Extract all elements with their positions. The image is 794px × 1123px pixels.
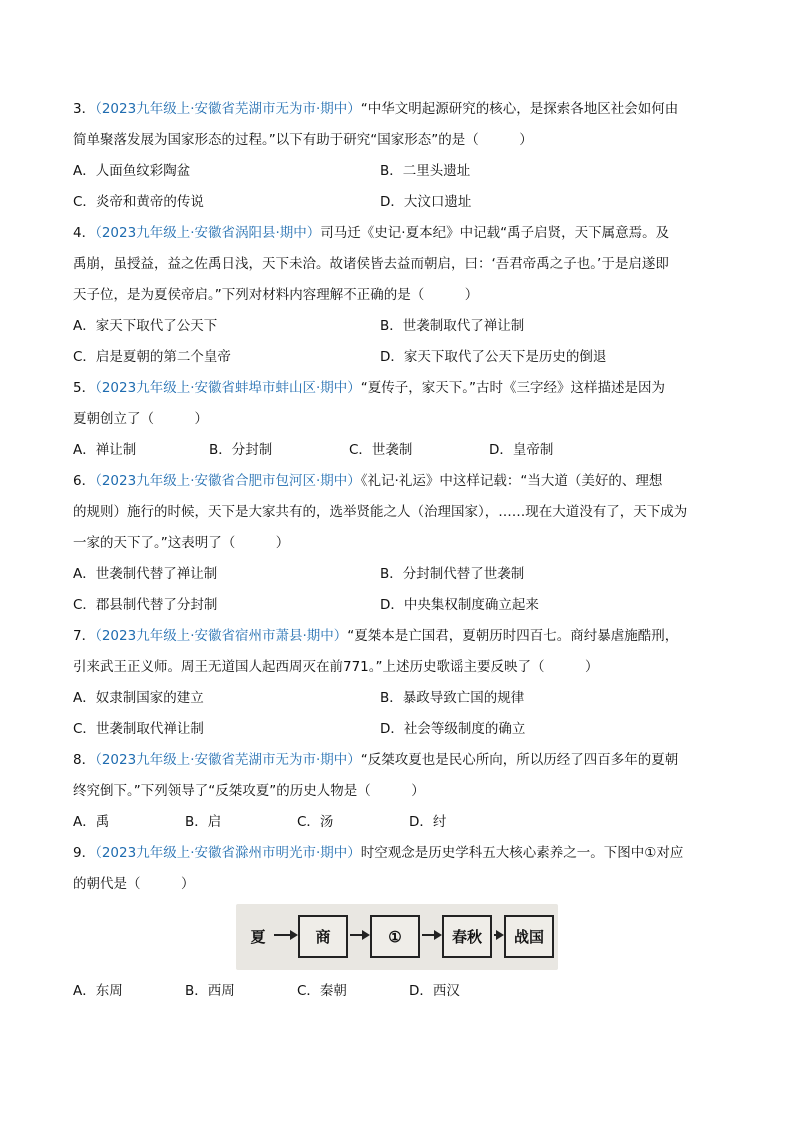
option-d[interactable]: D．大汶口遗址 (380, 194, 472, 210)
option-a[interactable]: A．世袭制代替了禅让制 (73, 566, 218, 582)
question-stem: 引来武王正义师。周王无道国人起西周灭在前771。”上述历史歌谣主要反映了（ ） (73, 659, 599, 675)
option-b[interactable]: B．二里头遗址 (380, 163, 471, 179)
question-stem: 司马迁《史记·夏本纪》中记载“禹子启贤，天下属意焉。及 (320, 225, 670, 241)
question-5 (73, 373, 733, 466)
option-c[interactable]: C．启是夏朝的第二个皇帝 (73, 349, 231, 365)
question-stem: “夏桀本是亡国君，夏朝历时四百七。商纣暴虐施酷刑， (347, 628, 679, 644)
option-d[interactable]: D．社会等级制度的确立 (380, 721, 526, 737)
option-b[interactable]: B．西周 (185, 983, 235, 999)
question-7 (73, 621, 733, 745)
option-a[interactable]: A．家天下取代了公天下 (73, 318, 218, 334)
question-source: （2023九年级上·安徽省蚌埠市蚌山区·期中） (95, 380, 361, 396)
question-stem: 终究倒下。”下列领导了“反桀攻夏”的历史人物是（ ） (73, 783, 425, 799)
question-stem: 时空观念是历史学科五大核心素养之一。下图中①对应 (360, 845, 684, 861)
question-stem: 夏朝创立了（ ） (73, 411, 208, 427)
question-stem: “反桀攻夏也是民心所向，所以历经了四百多年的夏朝 (360, 752, 679, 768)
option-c[interactable]: C．郡县制代替了分封制 (73, 597, 218, 613)
option-d[interactable]: D．中央集权制度确立起来 (380, 597, 539, 613)
option-c[interactable]: C．秦朝 (297, 983, 347, 999)
option-a[interactable]: A．人面鱼纹彩陶盆 (73, 163, 191, 179)
option-b[interactable]: B．暴政导致亡国的规律 (380, 690, 525, 706)
question-number: 8． (73, 752, 96, 768)
timeline-xia: 夏 (250, 928, 266, 946)
question-source: （2023九年级上·安徽省芜湖市无为市·期中） (95, 752, 361, 768)
option-a[interactable]: A．禹 (73, 814, 110, 830)
question-source: （2023九年级上·安徽省滁州市明光市·期中） (95, 845, 361, 861)
timeline-shang: 商 (298, 915, 348, 958)
question-source: （2023九年级上·安徽省芜湖市无为市·期中） (95, 101, 361, 117)
question-stem: 的规则）施行的时候，天下是大家共有的，选举贤能之人（治理国家），……现在大道没有了，天下成为 (73, 504, 688, 520)
option-b[interactable]: B．分封制 (209, 442, 273, 458)
dynasty-timeline-figure (236, 904, 558, 970)
option-d[interactable]: D．纣 (409, 814, 447, 830)
option-b[interactable]: B．启 (185, 814, 222, 830)
option-a[interactable]: A．奴隶制国家的建立 (73, 690, 204, 706)
arrow-right-icon (274, 934, 296, 936)
question-sheet (73, 94, 733, 1007)
question-number: 4． (73, 225, 96, 241)
question-stem: 禹崩，虽授益，益之佐禹日浅，天下未洽。故诸侯皆去益而朝启，曰：‘吾君帝禹之子也。’于是启遂即 (73, 256, 669, 272)
option-c[interactable]: C．世袭制 (349, 442, 413, 458)
option-b[interactable]: B．分封制代替了世袭制 (380, 566, 525, 582)
question-stem: 简单聚落发展为国家形态的过程。”以下有助于研究“国家形态”的是（ ） (73, 132, 533, 148)
question-source: （2023九年级上·安徽省涡阳县·期中） (95, 225, 321, 241)
question-number: 3． (73, 101, 96, 117)
timeline-zhanguo: 战国 (504, 915, 554, 958)
question-8 (73, 745, 733, 838)
option-c[interactable]: C．世袭制取代禅让制 (73, 721, 204, 737)
option-b[interactable]: B．世袭制取代了禅让制 (380, 318, 525, 334)
question-source: （2023九年级上·安徽省合肥市包河区·期中） (95, 473, 361, 489)
question-3 (73, 94, 733, 218)
question-9 (73, 838, 733, 1007)
question-stem: “中华文明起源研究的核心，是探索各地区社会如何由 (360, 101, 679, 117)
option-d[interactable]: D．皇帝制 (489, 442, 554, 458)
question-source: （2023九年级上·安徽省宿州市萧县·期中） (95, 628, 348, 644)
question-stem: 天子位，是为夏侯帝启。”下列对材料内容理解不正确的是（ ） (73, 287, 479, 303)
question-number: 9． (73, 845, 96, 861)
arrow-right-icon (422, 934, 440, 936)
question-stem: 的朝代是（ ） (73, 876, 195, 892)
timeline-chunqiu: 春秋 (442, 915, 492, 958)
question-stem: “夏传子，家天下。”古时《三字经》这样描述是因为 (360, 380, 666, 396)
arrow-right-icon (350, 934, 368, 936)
question-number: 5． (73, 380, 96, 396)
question-stem: 一家的天下了。”这表明了（ ） (73, 535, 290, 551)
option-a[interactable]: A．东周 (73, 983, 123, 999)
option-c[interactable]: C．炎帝和黄帝的传说 (73, 194, 204, 210)
timeline-blank-1: ① (370, 915, 420, 958)
question-6 (73, 466, 733, 621)
option-c[interactable]: C．汤 (297, 814, 334, 830)
question-number: 7． (73, 628, 96, 644)
option-d[interactable]: D．西汉 (409, 983, 460, 999)
arrow-right-icon (494, 934, 502, 936)
question-number: 6． (73, 473, 96, 489)
question-4 (73, 218, 733, 373)
option-a[interactable]: A．禅让制 (73, 442, 137, 458)
question-stem: 《礼记·礼运》中这样记载：“当大道（美好的、理想 (360, 473, 663, 489)
option-d[interactable]: D．家天下取代了公天下是历史的倒退 (380, 349, 607, 365)
